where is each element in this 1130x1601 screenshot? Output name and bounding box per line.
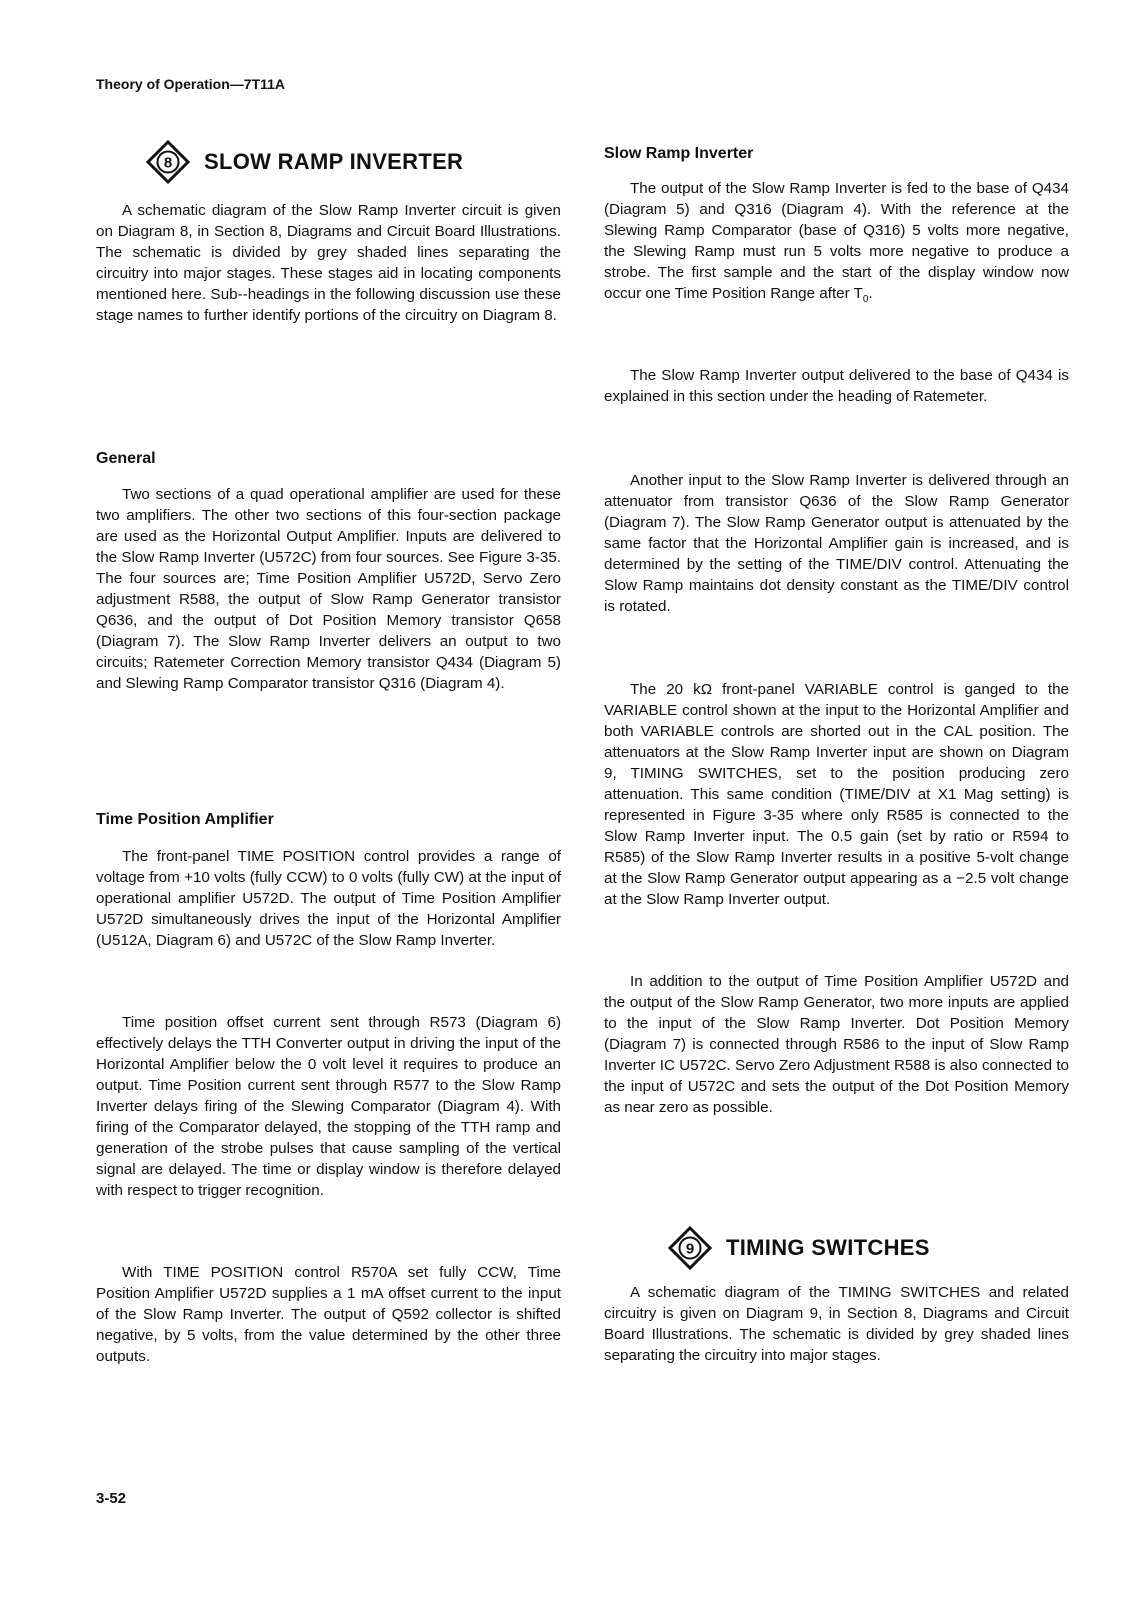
heading-slow-ramp-inverter: Slow Ramp Inverter [604,145,754,162]
tpa-paragraph-2: Time position offset current sent through R573 (Diagram 6) effectively delays the TTH Converter output in driving the input of the Horizontal Amplifier below the 0 volt level it requires to produce an output. Time Position current sent through R577 to the Slow Ramp Inverter delays firing of the Slewing Comparator (Diagram 4). With firing of the Comparator delayed, the stopping of the TTH ramp and generation of the strobe pulses that cause sampling of the vertical signal are delayed. The time or display window is therefore delayed with respect to trigger recognition. [96,1014,561,1199]
sri-paragraph-1-end: . [868,285,873,302]
general-paragraph: Two sections of a quad operational amplifier are used for these two amplifiers. The other two sections of this four-section package are used as the Horizontal Output Amplifier. Inputs are delivered to the Slow Ramp Inverter (U572C) from four sources. See Figure 3-35. The four sources are; Time Position Amplifier U572D, Servo Zero adjustment R588, the output of Slow Ramp Generator transistor Q636, and the output of Dot Position Memory transistor Q658 (Diagram 7). The Slow Ramp Inverter delivers an output to two circuits; Ratemeter Correction Memory transistor Q434 (Diagram 5) and Slewing Ramp Comparator transistor Q316 (Diagram 4). [96,486,561,692]
section-heading-timing-switches [668,1226,1130,1270]
diagram-number-diamond-icon [146,140,190,184]
section2-title: TIMING SWITCHES [726,1235,930,1260]
sri-paragraph-5: In addition to the output of Time Position Amplifier U572D and the output of the Slow Ramp Generator, two more inputs are applied to the input of the Slow Ramp Inverter. Dot Position Memory (Diagram 7) is connected through R586 to the input of Slow Ramp Inverter IC U572C. Servo Zero Adjustment R588 is also connected to the input of U572C and sets the output of the Dot Position Memory as near zero as possible. [604,973,1069,1116]
sri-paragraph-1 [604,178,1069,310]
running-head: Theory of Operation—7T11A [96,76,286,92]
heading-general: General [96,450,156,467]
section-number: 8 [163,154,173,172]
page-number: 3-52 [96,1490,127,1507]
heading-time-position-amplifier: Time Position Amplifier [96,811,274,828]
sri-paragraph-2: The Slow Ramp Inverter output delivered to the base of Q434 is explained in this section under the heading of Ratemeter. [604,367,1069,405]
section-heading-slow-ramp-inverter [146,140,611,184]
section2-intro-paragraph: A schematic diagram of the TIMING SWITCHES and related circuitry is given on Diagram 9, in Section 8, Diagrams and Circuit Board Illustrations. The schematic is divided by grey shaded lines separating the circuitry into major stages. [604,1284,1069,1364]
section-title: SLOW RAMP INVERTER [204,149,464,174]
sri-paragraph-3: Another input to the Slow Ramp Inverter is delivered through an attenuator from transistor Q636 of the Slow Ramp Generator (Diagram 7). The Slow Ramp Generator output is attenuated by the same factor that the Horizontal Amplifier gain is increased, and is determined by the setting of the TIME/DIV control. Attenuating the Slow Ramp maintains dot density constant as the TIME/DIV control is rotated. [604,472,1069,615]
diagram-number-diamond-icon [668,1226,712,1270]
tpa-paragraph-3: With TIME POSITION control R570A set fully CCW, Time Position Amplifier U572D supplies a 1 mA offset current to the input of the Slow Ramp Inverter. The output of Q592 collector is shifted negative, by 5 volts, from the value determined by the other three outputs. [96,1264,561,1365]
t-zero-subscript: 0 [862,294,869,306]
section2-number: 9 [685,1240,695,1258]
sri-paragraph-1-text: The output of the Slow Ramp Inverter is fed to the base of Q434 (Diagram 5) and Q316 (Diagram 4). With the reference at the Slewing Ramp Comparator (base of Q316) 5 volts more negative, the Slewing Ramp must run 5 volts more negative to produce a strobe. The first sample and the start of the display window now occur one Time Position Range after T [604,180,1069,302]
tpa-paragraph-1: The front-panel TIME POSITION control provides a range of voltage from +10 volts (fully CCW) to 0 volts (fully CW) at the input of operational amplifier U572D. The output of Time Position Amplifier U572D simultaneously drives the input of the Horizontal Amplifier (U512A, Diagram 6) and U572C of the Slow Ramp Inverter. [96,848,561,949]
section-intro-paragraph: A schematic diagram of the Slow Ramp Inverter circuit is given on Diagram 8, in Section 8, Diagrams and Circuit Board Illustrations. The schematic is divided by grey shaded lines separating the circuitry into major stages. These stages aid in locating components mentioned here. Sub--headings in the following discussion use these stage names to further identify portions of the circuitry on Diagram 8. [96,202,561,324]
sri-paragraph-4: The 20 kΩ front-panel VARIABLE control is ganged to the VARIABLE control shown at the input to the Horizontal Amplifier and both VARIABLE controls are shorted out in the CAL position. The attenuators at the Slow Ramp Inverter input are shown on Diagram 9, TIMING SWITCHES, set to the position producing zero attenuation. This same condition (TIME/DIV at X1 Mag setting) is represented in Figure 3-35 where only R585 is connected to the Slow Ramp Inverter input. The 0.5 gain (set by ratio or R594 to R585) of the Slow Ramp Inverter results in a positive 5-volt change at the Slow Ramp Generator output appearing as a −2.5 volt change at the Slow Ramp Inverter output. [604,681,1069,908]
